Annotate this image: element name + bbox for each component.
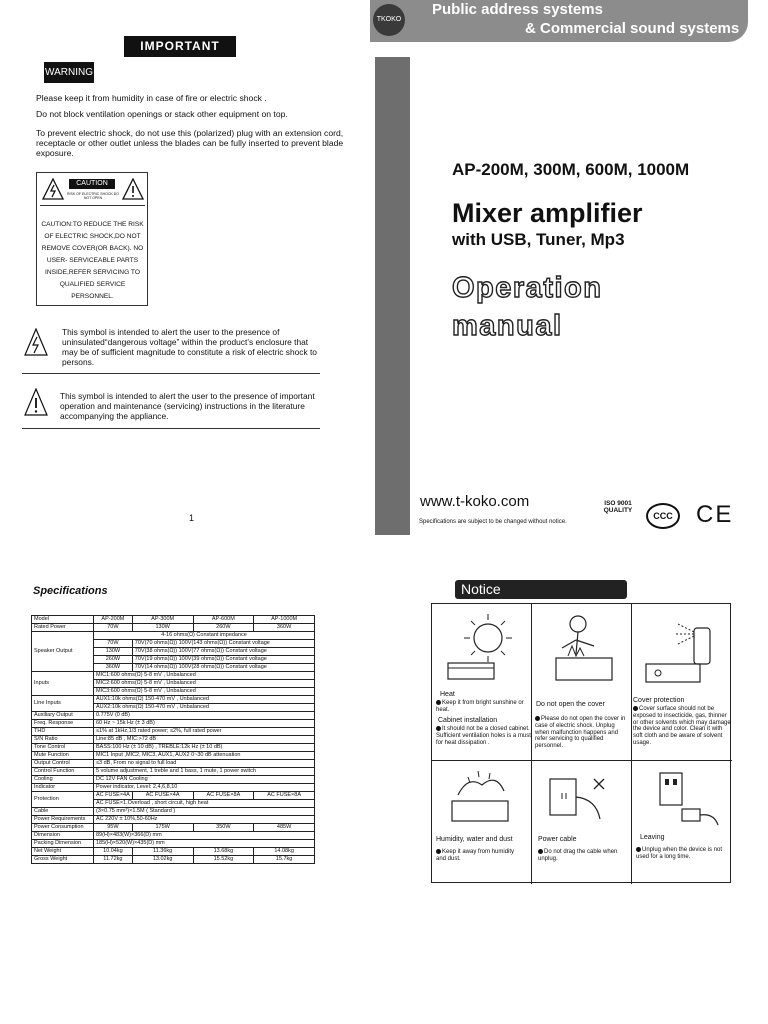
notice-cell-cover: [532, 604, 632, 761]
spec-row: [32, 792, 315, 800]
warning-text-1: Please keep it from humidity in case of fire or electric shock .: [36, 93, 267, 103]
notice-text-heat: Keep it from bright sunshine or heat.: [436, 700, 524, 713]
ccc-logo: CCC: [646, 503, 680, 529]
water-dust-icon: [438, 765, 526, 831]
manual-title: manual: [452, 310, 563, 342]
notice-caption-leaving: Leaving: [640, 834, 665, 841]
exclamation-triangle-icon: [122, 178, 144, 200]
spec-row: [32, 824, 315, 832]
spec-value: 350W: [193, 824, 254, 832]
spec-value: AUX2:10k ohms(Ω) 150-470 mV , Unbalanced: [94, 704, 315, 712]
spec-row: [32, 632, 315, 640]
notice-caption-heat: Heat: [440, 691, 455, 698]
spec-label: Mute Function: [32, 752, 94, 760]
symbol1-text: This symbol is intended to alert the user to the presence of uninsulated“dangerous voltage” within the product’s enclosure that may be of sufficient magnitude to constitute a risk of electric shock to persons.: [62, 327, 317, 367]
spec-label: Cable: [32, 808, 94, 816]
spec-value: 0.775V (0 dB): [94, 712, 315, 720]
caution-label: CAUTION: [69, 179, 115, 189]
product-subtitle: with USB, Tuner, Mp3: [452, 230, 625, 249]
caution-text: CAUTION:TO REDUCE THE RISK OF ELECTRIC SHOCK,DO NOT REMOVE COVER(OR BACK). NO USER- SERVICEABLE PARTS INSIDE,REFER SERVICING TO QUALIFIED SERVICE PERSONNEL.: [41, 221, 144, 300]
spec-row: [32, 752, 315, 760]
bullet-icon: [538, 849, 543, 854]
iso-9001-logo: ISO 9001 QUALITY: [603, 500, 633, 514]
notice-title: Notice: [455, 580, 627, 599]
caution-box: [36, 172, 148, 306]
lightning-triangle-icon: [42, 178, 64, 200]
spec-value: AP-300M: [132, 616, 193, 624]
notice-caption-humidity: Humidity, water and dust: [436, 836, 513, 843]
notice-caption-cabinet: Cabinet installation: [438, 717, 498, 724]
spec-row: [32, 856, 315, 864]
spec-value: 60 Hz ~ 15k Hz (± 3 dB): [94, 720, 315, 728]
spec-row: [32, 840, 315, 848]
warning-text-3: To prevent electric shock, do not use this (polarized) plug with an extension cord, receptacle or other outlet unless the blades can be fully inserted to prevent blade exposure.: [36, 128, 344, 158]
spec-value: DC 12V FAN Cooling: [94, 776, 315, 784]
spec-row: [32, 816, 315, 824]
person-opening-cover-icon: [538, 608, 626, 692]
notice-caption-cover: Do not open the cover: [536, 701, 605, 708]
spec-value: 70V(70 ohms(Ω)) 100V(143 ohms(Ω)) Constant voltage: [132, 640, 314, 648]
spec-value: 13.02kg: [132, 856, 193, 864]
lightning-symbol-icon: [24, 328, 48, 356]
page-number: 1: [189, 513, 195, 523]
spec-label: Cooling: [32, 776, 94, 784]
spec-row: [32, 808, 315, 816]
symbol2-text: This symbol is intended to alert the user to the presence of important operation and maintenance (servicing) instructions in the literature accompanying the appliance.: [60, 391, 315, 421]
spec-value: 360W: [254, 624, 315, 632]
spec-label: Gross Weight: [32, 856, 94, 864]
spec-value: 260W: [193, 624, 254, 632]
notice-cell-humidity: [432, 761, 532, 884]
spec-row: [32, 720, 315, 728]
spec-row: [32, 624, 315, 632]
notice-text-leaving: Unplug when the device is not used for a long time.: [636, 847, 723, 860]
power-plug-icon: [538, 765, 626, 831]
spec-value: AUX1:10k ohms(Ω) 150-470 mV , Unbalanced: [94, 696, 315, 704]
product-title: Mixer amplifier: [452, 198, 643, 228]
spec-value: 89(H)×483(W)×366(D) mm: [94, 832, 315, 840]
spec-row: [32, 672, 315, 680]
bullet-icon: [436, 849, 441, 854]
caution-small-text: RISK OF ELECTRIC SHOCK DO NOT OPEN: [67, 192, 119, 200]
bullet-icon: [636, 847, 641, 852]
bullet-icon: [633, 706, 638, 711]
spec-value: 5 volume adjustment, 1 treble and 1 bass, 1 mute, 1 power switch: [94, 768, 315, 776]
specifications-table: [31, 615, 315, 864]
spec-value: 130W: [132, 624, 193, 632]
spec-value: AP-200M: [94, 616, 133, 624]
spec-label: Speaker Output: [32, 632, 94, 672]
warning-label: WARNING: [44, 62, 94, 83]
bullet-icon: [535, 716, 540, 721]
spec-label: Inputs: [32, 672, 94, 696]
notice-cell-heat: [432, 604, 532, 761]
spec-label: Freq. Response: [32, 720, 94, 728]
spec-value: 13.68kg: [193, 848, 254, 856]
spec-value: BASS:100 Hz (± 10 dB) , TREBLE:12k Hz (± 10 dB): [94, 744, 315, 752]
spec-value: MIC1 Input ,MIC2, MIC3, AUX1, AUX2 0~30 dB attenuation: [94, 752, 315, 760]
spec-value: 11.36kg: [132, 848, 193, 856]
important-label: IMPORTANT: [124, 36, 236, 57]
tkoko-logo: TKOKO: [373, 4, 405, 36]
divider: [22, 428, 320, 429]
header-line-1: Public address systems: [432, 1, 603, 18]
caution-divider: [40, 205, 145, 206]
spec-value: 10.04kg: [94, 848, 133, 856]
spec-value: MIC3:600 ohms(Ω) 5-8 mV , Unbalanced: [94, 688, 315, 696]
spec-row: [32, 848, 315, 856]
spec-label: Model: [32, 616, 94, 624]
spec-value: AC FUSE×4A: [94, 792, 133, 800]
spec-row: [32, 712, 315, 720]
spec-label: Rated Power: [32, 624, 94, 632]
spec-value: 70W: [94, 624, 133, 632]
divider: [22, 373, 320, 374]
spec-value: AP-600M: [193, 616, 254, 624]
spec-value: (3×0.75 mm²)×1.5M ( Standard ): [94, 808, 315, 816]
exclamation-symbol-icon: [24, 388, 48, 416]
notice-text-humidity: Keep it away from humidity and dust.: [436, 849, 515, 862]
specs-note: Specifications are subject to be changed without notice.: [419, 519, 567, 525]
bullet-icon: [436, 726, 441, 731]
spec-label: Control Function: [32, 768, 94, 776]
outlet-unplug-icon: [638, 765, 726, 831]
spec-value: 95W: [94, 824, 133, 832]
notice-grid: [431, 603, 731, 883]
spec-value: 360W: [94, 664, 133, 672]
spec-label: THD: [32, 728, 94, 736]
spec-value: AC FUSE×8A: [193, 792, 254, 800]
spec-label: Output Control: [32, 760, 94, 768]
spec-row: [32, 616, 315, 624]
spec-value: AC FUSE×1.Overload , short circuit, high heat: [94, 800, 315, 808]
spray-can-icon: [638, 608, 726, 692]
spec-value: MIC2:600 ohms(Ω) 5-8 mV , Unbalanced: [94, 680, 315, 688]
notice-text-cover: Please do not open the cover in case of electric shock. Unplug when malfunction happens and refer servicing to qualified personnel.: [535, 716, 626, 750]
ce-logo: CE: [696, 501, 734, 528]
spec-label: Tone Control: [32, 744, 94, 752]
spec-row: [32, 696, 315, 704]
spec-row: [32, 744, 315, 752]
spec-value: 260W: [94, 656, 133, 664]
spec-value: 485W: [254, 824, 315, 832]
spec-label: Line Inputs: [32, 696, 94, 712]
spec-value: 130W: [94, 648, 133, 656]
notice-caption-cover-protection: Cover protection: [633, 697, 685, 704]
spec-value: 70V(14 ohms(Ω)) 100V(28 ohms(Ω)) Constant voltage: [132, 664, 314, 672]
spec-label: Packing Dimension: [32, 840, 94, 848]
spec-value: AC 220V ± 10%,50-60Hz: [94, 816, 315, 824]
spec-value: 15.52kg: [193, 856, 254, 864]
notice-cell-power-cable: [532, 761, 632, 884]
website-url: www.t-koko.com: [420, 493, 530, 510]
spec-value: 70V(19 ohms(Ω)) 100V(39 ohms(Ω)) Constant voltage: [132, 656, 314, 664]
spec-value: 185(H)×520(W)×435(D) mm: [94, 840, 315, 848]
cover-spine: [375, 57, 410, 535]
spec-row: [32, 768, 315, 776]
spec-value: 175W: [132, 824, 193, 832]
spec-value: 15.7kg: [254, 856, 315, 864]
spec-label: Net Weight: [32, 848, 94, 856]
header-line-2: & Commercial sound systems: [525, 20, 740, 37]
spec-label: Dimension: [32, 832, 94, 840]
spec-row: [32, 784, 315, 792]
spec-row: [32, 776, 315, 784]
spec-label: Power Consumption: [32, 824, 94, 832]
spec-label: S/N Ratio: [32, 736, 94, 744]
spec-label: Auxiliary Output: [32, 712, 94, 720]
spec-value: MIC1:600 ohms(Ω) 5-8 mV , Unbalanced: [94, 672, 315, 680]
specifications-title: Specifications: [33, 585, 108, 597]
spec-value: ≤1% at 1kHz,1/3 rated power; ≤2%, full rated power: [94, 728, 315, 736]
notice-cell-cover-protection: [632, 604, 732, 761]
sun-heat-icon: [438, 608, 526, 692]
notice-cell-leaving: [632, 761, 732, 884]
warning-text-2: Do not block ventilation openings or stack other equipment on top.: [36, 109, 288, 119]
spec-label: Indicator: [32, 784, 94, 792]
notice-text-cover-protection: Cover surface should not be exposed to insecticide, gas, thinner or other solvents which may damage the device and color. Clean it with soft cloth and be aware of solvent usage.: [633, 706, 731, 747]
spec-value: Power indicator, Level: 2,4,6,8,10: [94, 784, 315, 792]
spec-value: AC FUSE×4A: [132, 792, 193, 800]
spec-label: Protection: [32, 792, 94, 808]
spec-value: AP-1000M: [254, 616, 315, 624]
spec-value: 70V(38 ohms(Ω)) 100V(77 ohms(Ω)) Constant voltage: [132, 648, 314, 656]
spec-row: [32, 728, 315, 736]
spec-value: 11.72kg: [94, 856, 133, 864]
notice-text-power-cable: Do not drag the cable when unplug.: [538, 849, 618, 862]
notice-text-cabinet: It should not be a closed cabinet. Sufficient ventilation holes is a must for heat dissipation .: [436, 726, 531, 746]
spec-value: Line:85 dB , MIC:>72 dB: [94, 736, 315, 744]
spec-row: [32, 736, 315, 744]
spec-value: 14.08kg: [254, 848, 315, 856]
notice-caption-power-cable: Power cable: [538, 836, 577, 843]
spec-label: Power Requirements: [32, 816, 94, 824]
spec-value: ≤3 dB, From no signal to full load: [94, 760, 315, 768]
spec-row: [32, 832, 315, 840]
bullet-icon: [436, 700, 441, 705]
spec-value: 70W: [94, 640, 133, 648]
spec-value: 4-16 ohms(Ω) Constant impedance: [94, 632, 315, 640]
spec-value: AC FUSE×8A: [254, 792, 315, 800]
operation-title: Operation: [452, 272, 603, 304]
model-list: AP-200M, 300M, 600M, 1000M: [452, 160, 690, 179]
spec-row: [32, 760, 315, 768]
